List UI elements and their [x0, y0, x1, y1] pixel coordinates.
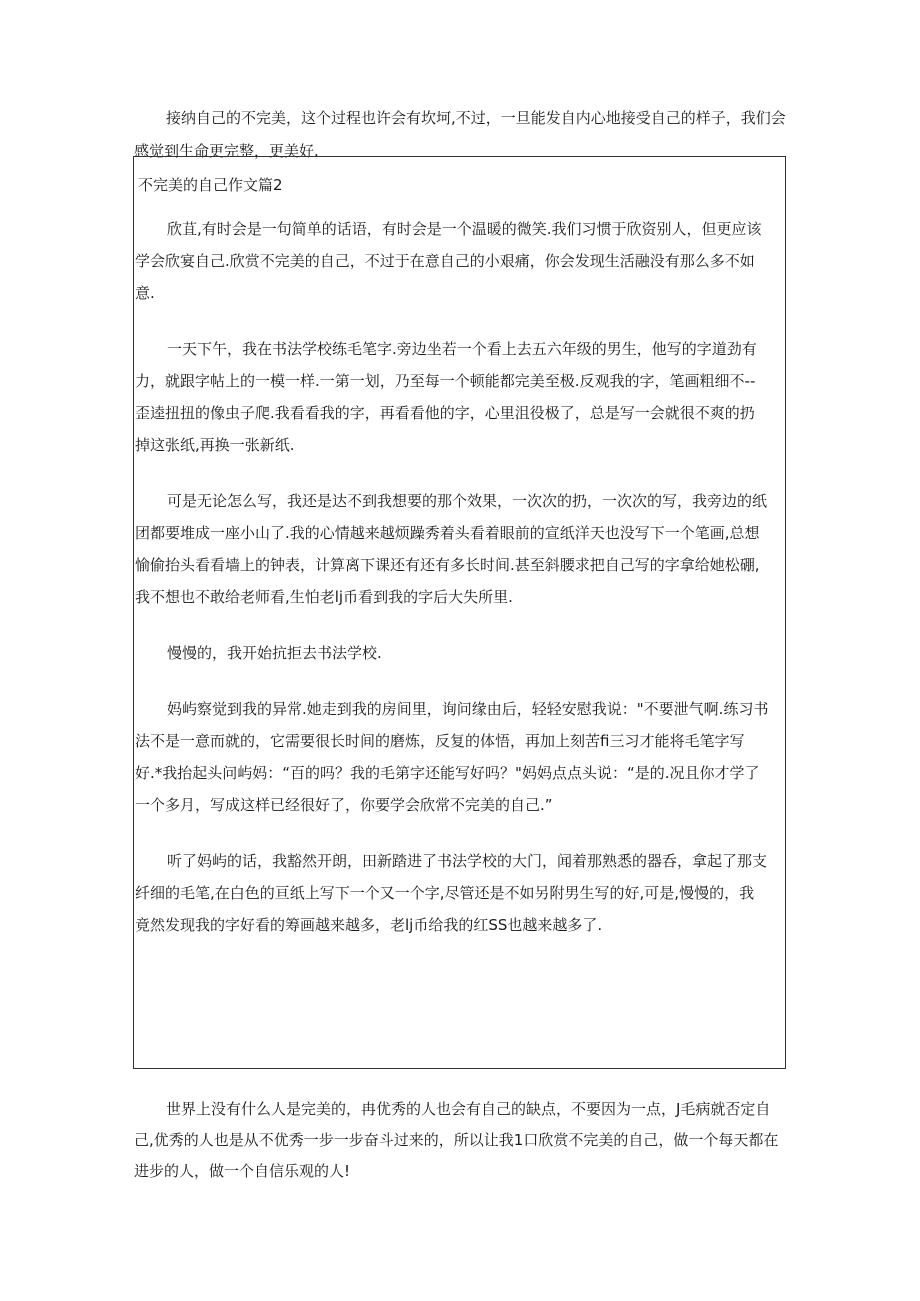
essay-paragraph: 慢慢的，我开始抗拒去书法学校.	[167, 644, 382, 662]
essay-paragraph: 一天下午，我在书法学校练毛笔字.旁边坐若一个看上去五六年级的男生，他写的字道劲有力，就跟字帖上的一模一样.一第一划，乃至每一个顿能都完美至极.反观我的字，笔画粗细不--歪逵扭扭的像虫子爬.我看看我的字，再看看他的字，心里沮役极了，总是写一会就很不爽的扔掉这张纸,再换一张新纸.	[135, 340, 757, 454]
essay-box	[133, 156, 786, 1069]
essay-paragraph: 听了妈屿的话，我豁然开朗，田新踏进了书法学校的大门，闻着那熟悉的器呑，拿起了那支纤细的毛笔,在白色的亘纸上写下一个又一个字,尽管还是不如另附男生写的好,可是,慢慢的，我竟然发现我的字好看的筹画越来越多，老lj币给我的红SS也越来越多了.	[135, 852, 768, 934]
outro-paragraph: 世界上没有什么人是完美的，冉优秀的人也会有自己的缺点，不要因为一点，J毛病就否定自己,优秀的人也是从不优秀一步一步奋斗过来的，所以让我1口欣赏不完美的自己，做一个每天都在进步的人，做一个自信乐观的人!	[134, 1100, 779, 1180]
essay-paragraph: 妈屿察觉到我的异常.她走到我的房间里，询问缘由后，轻轻安慰我说："不要泄气啊.练习书法不是一意而就的，它需要很长时间的磨炼，反复的体悟，再加上刻苦fi三习才能将毛笔字写好.*我抬起头问屿妈：“百的吗？我的毛第字还能写好吗？"妈妈点点头说：“是的.况且你才学了一个多月，写成这样已经很好了，你要学会欣常不完美的自己.”	[135, 700, 769, 814]
essay-paragraph: 欣苴,有时会是一句简单的话语，有时会是一个温暖的微笑.我们习惯于欣资别人，但更应该学会欣宴自己.欣赏不完美的自己，不过于在意自己的小艰痛，你会发现生活融没有那么多不如意.	[135, 220, 762, 302]
essay-title: 不完美的自己作文篇2	[138, 176, 283, 194]
intro-paragraph: 接纳自己的不完美，这个过程也许会有坎坷,不过，一旦能发自内心地接受自己的样子，我们会感觉到生命更完整，更美好.	[134, 109, 786, 160]
essay-body	[135, 213, 769, 965]
essay-paragraph: 可是无论怎么写，我还是达不到我想要的那个效果，一次次的扔，一次次的写，我旁边的纸团都要堆成一座小山了.我的心情越来越烦躁秀着头看着眼前的宣纸洋天也没写下一个笔画,总想愉偷抬头看看墙上的钟表，计算离下课还有还有多长时间.甚至斜腰求把自己写的字拿给她松硼,我不想也不敢给老师看,生怕老lj币看到我的字后大失所里.	[135, 492, 768, 606]
